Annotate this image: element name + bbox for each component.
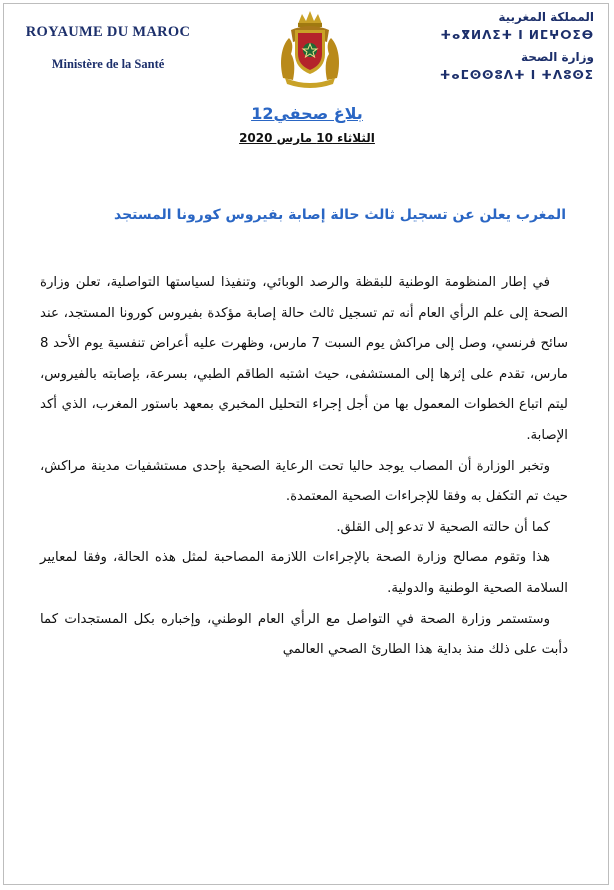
kingdom-name-fr: ROYAUME DU MAROC bbox=[25, 24, 191, 40]
press-release-title bbox=[0, 104, 614, 123]
header-french bbox=[18, 24, 198, 72]
press-release-label: بلاغ صحفي bbox=[273, 104, 363, 123]
paragraph: كما أن حالته الصحية لا تدعو إلى القلق. bbox=[336, 519, 550, 535]
article-body bbox=[40, 268, 568, 666]
paragraph: وتخبر الوزارة أن المصاب يوجد حاليا تحت الرعاية الصحية بإحدى مستشفيات مدينة مراكش، حيث تم التكفل به وفقا للإجراءات الصحية المعتمدة. bbox=[40, 458, 568, 505]
header-arabic-tifinagh bbox=[424, 10, 594, 82]
paragraph: هذا وتقوم مصالح وزارة الصحة بالإجراءات اللازمة المصاحبة لمثل هذه الحالة، وفقا لمعايير السلامة الصحية الوطنية والدولية. bbox=[40, 550, 568, 596]
paragraph: في إطار المنظومة الوطنية للبقظة والرصد الوبائي، وتنفيذا لسياستها التواصلية، تعلن وزارة الصحة إلى علم الرأي العام أنه تم تسجيل ثالث حالة إصابة مؤكدة بفيروس كورونا المستجد، عند سائح فرنسي، وصل إلى مراكش يوم السبت 7 مارس، وظهرت عليه أعراض تنفسية يوم الأحد 8 مارس، تقدم على إثرها إلى المستشفى، حيث اشتبه الطاقم الطبي، بسرعة، بإصابته بالفيروس، ليتم اتباع الخطوات المعمول بها من أجل إجراء التحليل المخبري بمعهد باستور المغرب، الذي أكد الإصابة. bbox=[40, 275, 568, 443]
ministry-name-ar: وزارة الصحة bbox=[520, 50, 594, 64]
kingdom-name-tifinagh: ⵜⴰⴳⵍⴷⵉⵜ ⵏ ⵍⵎⵖⵔⵉⴱ bbox=[440, 28, 594, 42]
ministry-name-fr: Ministère de la Santé bbox=[51, 57, 165, 71]
press-release-number: 12 bbox=[251, 104, 274, 123]
paragraph: وستستمر وزارة الصحة في التواصل مع الرأي العام الوطني، وإخباره بكل المستجدات كما دأبت على ذلك منذ بداية هذا الطارئ الصحي العالمي bbox=[40, 611, 568, 658]
headline: المغرب يعلن عن تسجيل ثالث حالة إصابة بفيروس كورونا المستجد bbox=[114, 207, 566, 223]
ministry-name-tifinagh: ⵜⴰⵎⵙⵙⵓⴷⵜ ⵏ ⵜⴷⵓⵙⵉ bbox=[439, 68, 594, 82]
press-release-date: الثلاثاء 10 مارس 2020 bbox=[239, 131, 375, 145]
kingdom-name-ar: المملكة المغربية bbox=[498, 10, 594, 24]
coat-of-arms-emblem bbox=[277, 8, 343, 88]
